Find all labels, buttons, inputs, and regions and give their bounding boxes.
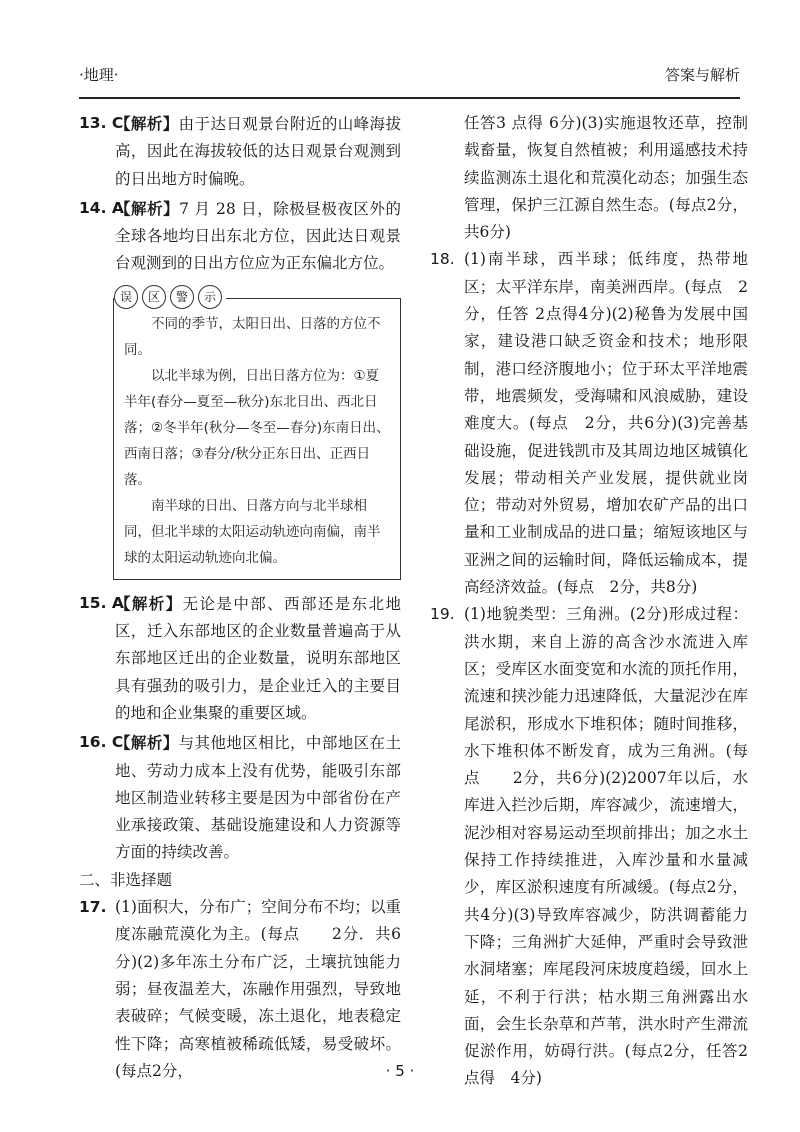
answer-text: (1)南半球，西半球；低纬度，热带地区；太平洋东岸，南美洲西岸。(每点 2分，任答 2点得4分)(2)秘鲁为发展中国家，建设港口缺乏资金和技术；地形限制，港口经济腹地小；位于环太平洋地震带，地震频发，受海啸和风浪威胁，建设难度大。(每点 2分，共6分)(3)完善基础设施，促进钱凯市及其周边地区城镇化发展；带动相关产业发展，提供就业岗位；带动对外贸易，增加农矿产品的出口量和工业制成品的进口量；缩短该地区与亚洲之间的运输时间，降低运输成本，提高经济效益。(每点 2分，共8分) [464,250,748,597]
answer-number: 15. A [79,593,124,612]
answer-18 [430,246,748,601]
tag-char: 示 [198,285,222,309]
header-subject: ·地理· [79,66,119,84]
analysis-label: 【解析】 [115,114,179,133]
note-paragraph: 南半球的日出、日落方向与北半球相同，但北半球的太阳运动轨迹向南偏，南半球的太阳运动轨迹向北偏。 [124,497,381,566]
left-column [79,110,417,1085]
answer-number: 13. C [79,114,124,132]
analysis-label: 【解析】 [115,733,179,753]
note-paragraph: 不同的季节，太阳日出、日落的方位不同。 [124,315,381,358]
tag-char: 误 [114,285,138,309]
section-heading: 二、非选择题 [79,870,173,889]
tag-char: 区 [142,285,166,309]
answer-number: 16. C [79,733,124,752]
answer-13 [79,110,401,193]
answer-text: 7 月 28 日，除极昼极夜区外的全球各地均日出东北方位，因此达日观景台观测到的日出方位应为正东偏北方位。 [115,199,401,273]
answer-16 [79,729,401,866]
answer-text: 与其他地区相比，中部地区在土地、劳动力成本上没有优势，能吸引东部地区制造业转移主要是因为中部省份在产业承接政策、基础设施建设和人力资源等方面的持续改善。 [115,734,401,862]
page-number: · 5 · [385,1062,415,1080]
tag-char: 警 [170,285,194,309]
right-column [430,110,748,1093]
answer-number: 19. [430,605,455,624]
mistake-warning-box [113,289,401,580]
header-section: 答案与解析 [664,66,740,84]
answer-text: 无论是中部、西部还是东北地区，迁入东部地区的企业数量普遍高于从东部地区迁出的企业数量，说明东部地区具有强劲的吸引力，是企业迁入的主要目的地和企业集聚的重要区域。 [115,594,401,722]
answer-text: (1)面积大，分布广；空间分布不均；以重度冻融荒漠化为主。(每点 2分．共6 分)(2)多年冻土分布广泛，土壤抗蚀能力弱；昼夜温差大，冻融作用强烈，导致地表破碎；气候变暖，冻土退化，地表稳定性下降；高寒植被稀疏低矮，易受破坏。(每点2分， [115,898,417,1080]
header-rule [79,97,740,99]
answer-number: 18. [430,250,455,269]
answer-17 [79,894,417,1085]
answer-15 [79,590,401,727]
answer-text: (1)地貌类型：三角洲。(2分)形成过程：洪水期，来自上游的高含沙水流进入库区；受库区水面变宽和水流的顶托作用，流速和挟沙能力迅速降低，大量泥沙在库尾淤积，形成水下堆积体；随时间推移，水下堆积体不断发育，成为三角洲。(每点 2分，共6分)(2)2007年以后，水库进入拦沙后期，库容减少，流速增大，泥沙相对容易运动至坝前排出；加之水土保持工作持续推进，入库沙量和水量减少，库区淤积速度有所减缓。(每点2分，共4分)(3)导致库容减少，防洪调蓄能力下降；三角洲扩大延伸，严重时会导致泄水洞堵塞；库尾段河床坡度趋缓，回水上延，不利于行洪；枯水期三角洲露出水面，会生长杂草和芦苇，洪水时产生滞流促淤作用，妨碍行洪。(每点2分，任答2点得 4分) [464,605,748,1088]
answer-19 [430,601,748,1092]
answer-14 [79,195,401,278]
answer-17-continued: 任答3 点得 6分)(3)实施退牧还草，控制载畜量，恢复自然植被；利用遥感技术持续监测冻土退化和荒漠化动态；加强生态管理，保护三江源自然生态。(每点2分，共6分) [464,114,748,242]
analysis-label: 【解析】 [115,198,180,218]
answer-number: 14. A [79,198,124,217]
answer-text: 由于达日观景台附近的山峰海拔高，因此在海拔较低的达日观景台观测到的日出地方时偏晚。 [115,115,401,188]
note-paragraph: 以北半球为例，日出日落方位为：①夏半年(春分—夏至—秋分)东北日出、西北日落；②冬半年(秋分—冬至—春分)东南日出、西南日落；③春分/秋分正东日出、正西日落。 [124,367,390,488]
analysis-label: 【解析】 [115,593,183,613]
warning-tag [114,285,226,309]
answer-number: 17. [79,898,107,917]
